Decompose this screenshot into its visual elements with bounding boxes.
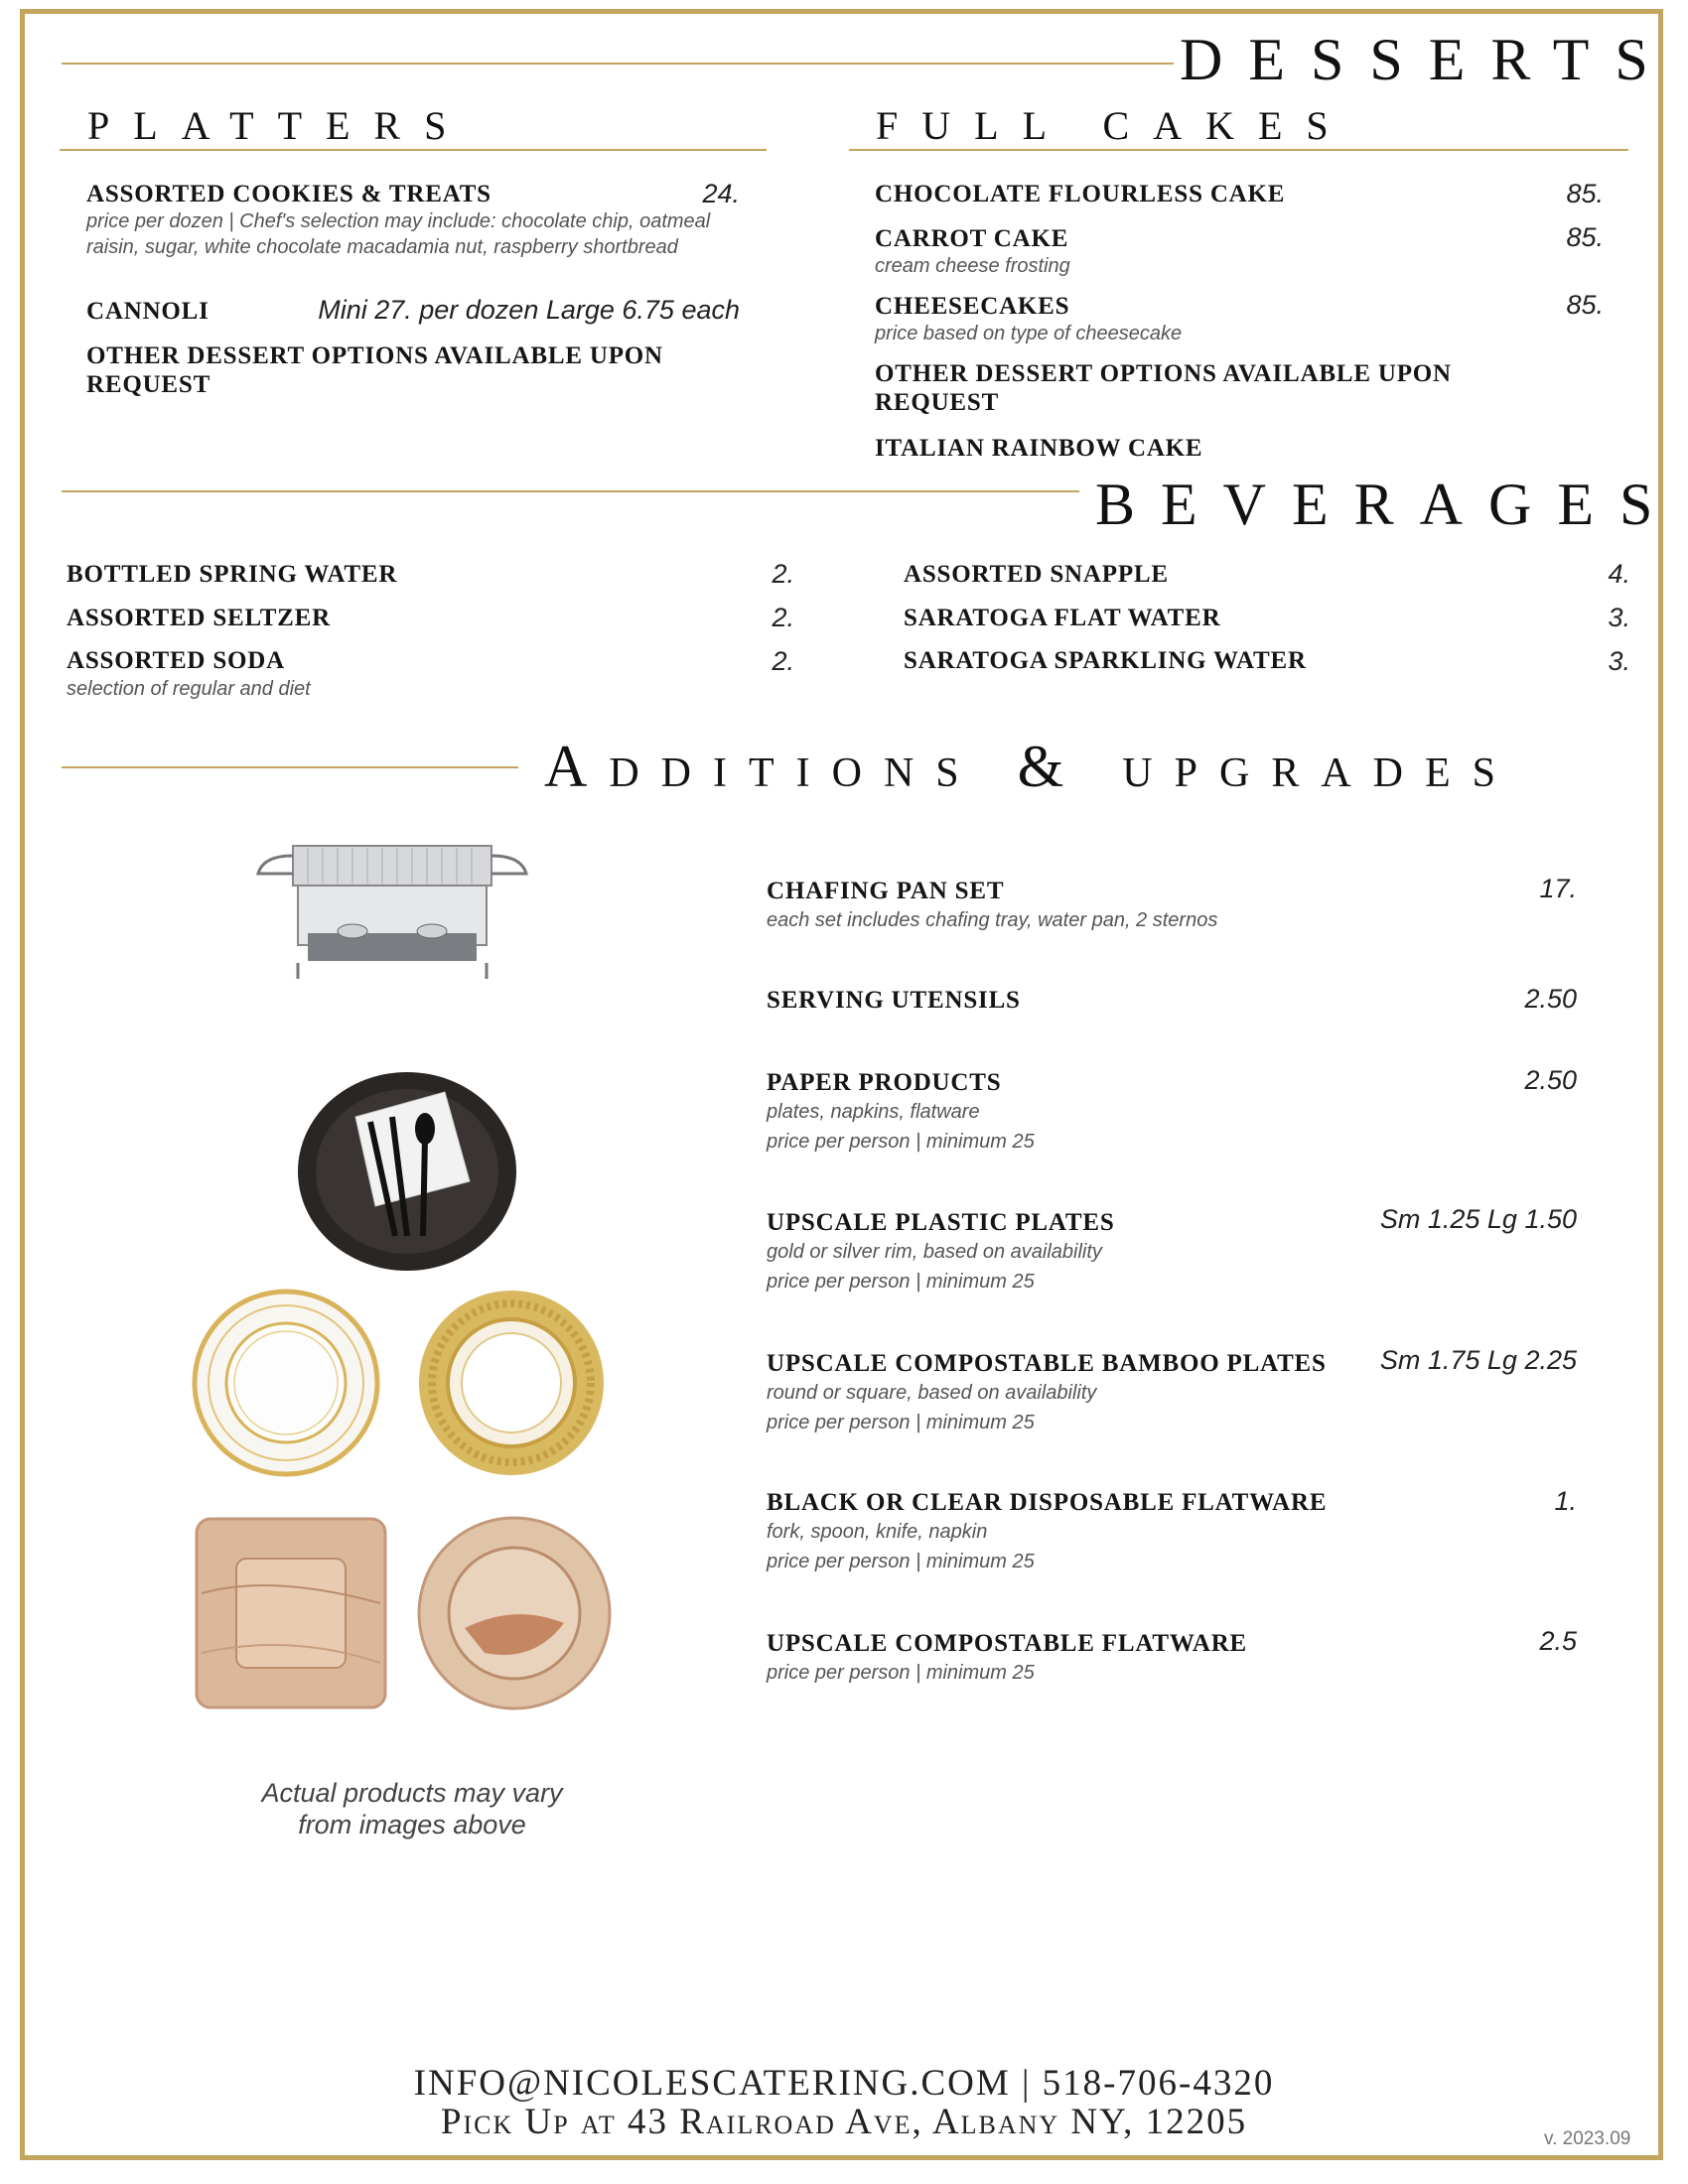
add-utensils-name: SERVING UTENSILS bbox=[767, 987, 1021, 1014]
square-bamboo-plate-image bbox=[192, 1514, 390, 1712]
cake-other-name: OTHER DESSERT OPTIONS AVAILABLE UPON REQUEST bbox=[875, 360, 1452, 416]
cake-carrot-price: 85. bbox=[1566, 222, 1604, 252]
add-plastic-plates-price: Sm 1.25 Lg 1.50 bbox=[1379, 1204, 1577, 1234]
add-paper-desc-2: price per person | minimum 25 bbox=[767, 1131, 1035, 1153]
bev-sparkling-water-price: 3. bbox=[1608, 646, 1630, 676]
add-compostable-flatware-name: UPSCALE COMPOSTABLE FLATWARE bbox=[767, 1630, 1248, 1657]
footer-address: Pick Up at 43 Railroad Ave, Albany NY, 12205 bbox=[440, 2102, 1248, 2142]
add-bamboo-plates-desc-1: round or square, based on availability bbox=[767, 1382, 1097, 1404]
platter-cookies-price: 24. bbox=[702, 179, 740, 208]
footer-contact: INFO@NICOLESCATERING.COM | 518-706-4320 bbox=[413, 2063, 1275, 2104]
add-bamboo-plates-desc-2: price per person | minimum 25 bbox=[767, 1412, 1035, 1433]
add-chafing-price: 17. bbox=[1539, 874, 1577, 903]
add-plastic-plates-name: UPSCALE PLASTIC PLATES bbox=[767, 1209, 1115, 1236]
add-paper-name: PAPER PRODUCTS bbox=[767, 1069, 1002, 1096]
cake-rainbow-name: ITALIAN RAINBOW CAKE bbox=[875, 435, 1203, 462]
gold-rim-plate-image bbox=[192, 1289, 380, 1477]
platter-cookies-desc: price per dozen | Chef's selection may include: chocolate chip, oatmeal raisin, sugar, white chocolate macadamia nut, raspberry shortbread bbox=[86, 210, 711, 258]
bev-seltzer-price: 2. bbox=[772, 603, 794, 632]
desserts-rule bbox=[62, 63, 1174, 65]
platters-title: PLATTERS bbox=[87, 103, 471, 148]
additions-rule bbox=[62, 766, 518, 768]
caption-line-2: from images above bbox=[298, 1810, 526, 1840]
bev-seltzer-name: ASSORTED SELTZER bbox=[67, 605, 331, 631]
cake-cheesecakes-name: CHEESECAKES bbox=[875, 293, 1070, 320]
bev-soda-desc: selection of regular and diet bbox=[67, 678, 311, 700]
full-cakes-rule bbox=[849, 149, 1628, 151]
bev-soda-price: 2. bbox=[772, 646, 794, 676]
platters-rule bbox=[60, 149, 767, 151]
add-plastic-plates-desc-2: price per person | minimum 25 bbox=[767, 1271, 1035, 1293]
add-plastic-plates-desc-1: gold or silver rim, based on availability bbox=[767, 1241, 1102, 1263]
add-flatware-desc-1: fork, spoon, knife, napkin bbox=[767, 1521, 988, 1543]
add-compostable-flatware-price: 2.5 bbox=[1539, 1626, 1577, 1656]
cake-cheesecakes-desc: price based on type of cheesecake bbox=[875, 323, 1183, 344]
beverages-rule bbox=[62, 490, 1079, 492]
bev-flat-water-name: SARATOGA FLAT WATER bbox=[904, 605, 1221, 631]
platter-cookies-name: ASSORTED COOKIES & TREATS bbox=[86, 181, 492, 207]
gold-pattern-plate-image bbox=[415, 1289, 609, 1477]
version-label: v. 2023.09 bbox=[1544, 2128, 1631, 2149]
paper-products-image bbox=[296, 1067, 519, 1276]
add-flatware-desc-2: price per person | minimum 25 bbox=[767, 1551, 1035, 1572]
add-flatware-name: BLACK OR CLEAR DISPOSABLE FLATWARE bbox=[767, 1489, 1328, 1516]
additions-title: Additions & upgrades bbox=[544, 734, 1518, 799]
add-chafing-name: CHAFING PAN SET bbox=[767, 878, 1005, 904]
images-caption bbox=[213, 1777, 611, 1841]
add-compostable-flatware-desc: price per person | minimum 25 bbox=[767, 1662, 1035, 1684]
beverages-title: BEVERAGES bbox=[1095, 472, 1679, 537]
platter-cannoli-name: CANNOLI bbox=[86, 298, 210, 325]
add-chafing-desc: each set includes chafing tray, water pan, 2 sternos bbox=[767, 909, 1218, 931]
platter-cannoli-price: Mini 27. per dozen Large 6.75 each bbox=[318, 295, 740, 325]
add-utensils-price: 2.50 bbox=[1524, 984, 1577, 1014]
bev-soda-name: ASSORTED SODA bbox=[67, 647, 285, 674]
bev-spring-water-price: 2. bbox=[772, 559, 794, 589]
add-flatware-price: 1. bbox=[1554, 1486, 1577, 1516]
platter-other-name: OTHER DESSERT OPTIONS AVAILABLE UPON REQUEST bbox=[86, 342, 663, 398]
full-cakes-title: FULL CAKES bbox=[876, 103, 1352, 148]
bev-flat-water-price: 3. bbox=[1608, 603, 1630, 632]
add-bamboo-plates-name: UPSCALE COMPOSTABLE BAMBOO PLATES bbox=[767, 1350, 1327, 1377]
bev-sparkling-water-name: SARATOGA SPARKLING WATER bbox=[904, 647, 1307, 674]
round-bamboo-plate-image bbox=[415, 1514, 614, 1712]
caption-line-1: Actual products may vary bbox=[261, 1778, 563, 1808]
bev-spring-water-name: BOTTLED SPRING WATER bbox=[67, 561, 398, 588]
desserts-title: DESSERTS bbox=[1180, 27, 1674, 92]
add-bamboo-plates-price: Sm 1.75 Lg 2.25 bbox=[1379, 1345, 1577, 1375]
cake-cheesecakes-price: 85. bbox=[1566, 290, 1604, 320]
bev-snapple-price: 4. bbox=[1608, 559, 1630, 589]
cake-carrot-name: CARROT CAKE bbox=[875, 225, 1069, 252]
cake-chocolate-price: 85. bbox=[1566, 179, 1604, 208]
add-paper-desc-1: plates, napkins, flatware bbox=[767, 1101, 980, 1123]
bev-snapple-name: ASSORTED SNAPPLE bbox=[904, 561, 1169, 588]
cake-chocolate-name: CHOCOLATE FLOURLESS CAKE bbox=[875, 181, 1286, 207]
cake-carrot-desc: cream cheese frosting bbox=[875, 255, 1070, 277]
add-paper-price: 2.50 bbox=[1524, 1065, 1577, 1095]
chafing-pan-image bbox=[253, 834, 531, 983]
